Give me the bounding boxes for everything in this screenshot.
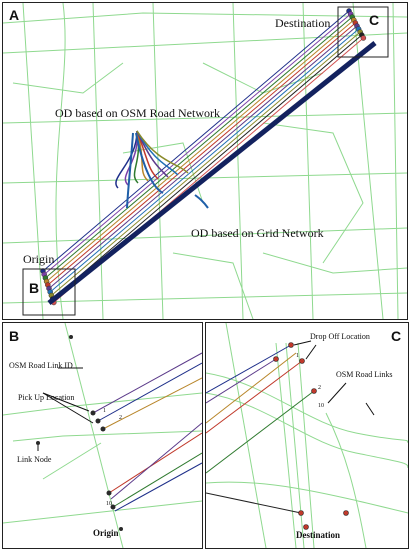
destination-point [361,36,366,41]
panel-c-canvas [206,323,408,548]
node-id-2: 2 [119,415,122,421]
pickup-location-label: Pick Up Location [18,393,75,402]
panel-b-canvas [3,323,202,548]
road-segment [93,3,103,319]
link-node-label: Link Node [17,455,52,464]
c-node-id-1: 1 [296,353,299,359]
osm-od-route [53,35,362,299]
osm-od-route [48,23,356,285]
road-segment [233,3,243,319]
panel-c-map [205,322,409,549]
panel-a-canvas [3,3,407,319]
corner-c-label: C [369,12,380,28]
origin-label: Origin [23,252,55,266]
pickup-route [109,433,202,493]
c-node-id-10: 10 [318,403,324,409]
road-segment [153,3,163,319]
destination-label-c: Destination [296,530,341,540]
panel-b-map [2,322,203,549]
road-segment [263,253,407,273]
pickup-route [103,378,202,429]
osm-od-annotation: OD based on OSM Road Network [55,106,220,120]
origin-label-b: Origin [93,528,119,538]
osm-road-links-label: OSM Road Links [336,370,393,379]
road-segment [3,33,407,53]
road-segment [13,63,123,93]
destination-label: Destination [275,16,331,30]
corner-b-label: B [29,280,40,296]
panel-b-label: B [9,328,20,344]
osm-od-route [50,29,358,292]
panel-b-roads [3,323,202,548]
grid-od-annotation: OD based on Grid Network [191,226,324,240]
node-id-1: 1 [103,408,106,414]
dropoff-route [206,493,301,513]
pickup-route [115,463,202,511]
road-segment [393,3,398,319]
pickup-route [113,453,202,507]
drop-off-location-label: Drop Off Location [310,332,370,341]
pickup-route [98,363,202,421]
dropoff-route [206,391,314,473]
panel-a-map [2,2,408,320]
dropoff-route [206,361,302,433]
panel-a-label: A [9,7,20,23]
osm-od-routes [41,9,366,306]
c-node-id-2: 2 [318,385,321,391]
pickup-route [93,353,202,413]
road-segment [23,3,43,319]
panel-c-label: C [391,328,402,344]
node-id-10: 10 [106,501,112,507]
panel-c-routes [206,345,314,513]
road-segment [263,123,363,263]
osm-road-link-id-label: OSM Road Link ID [9,361,73,370]
